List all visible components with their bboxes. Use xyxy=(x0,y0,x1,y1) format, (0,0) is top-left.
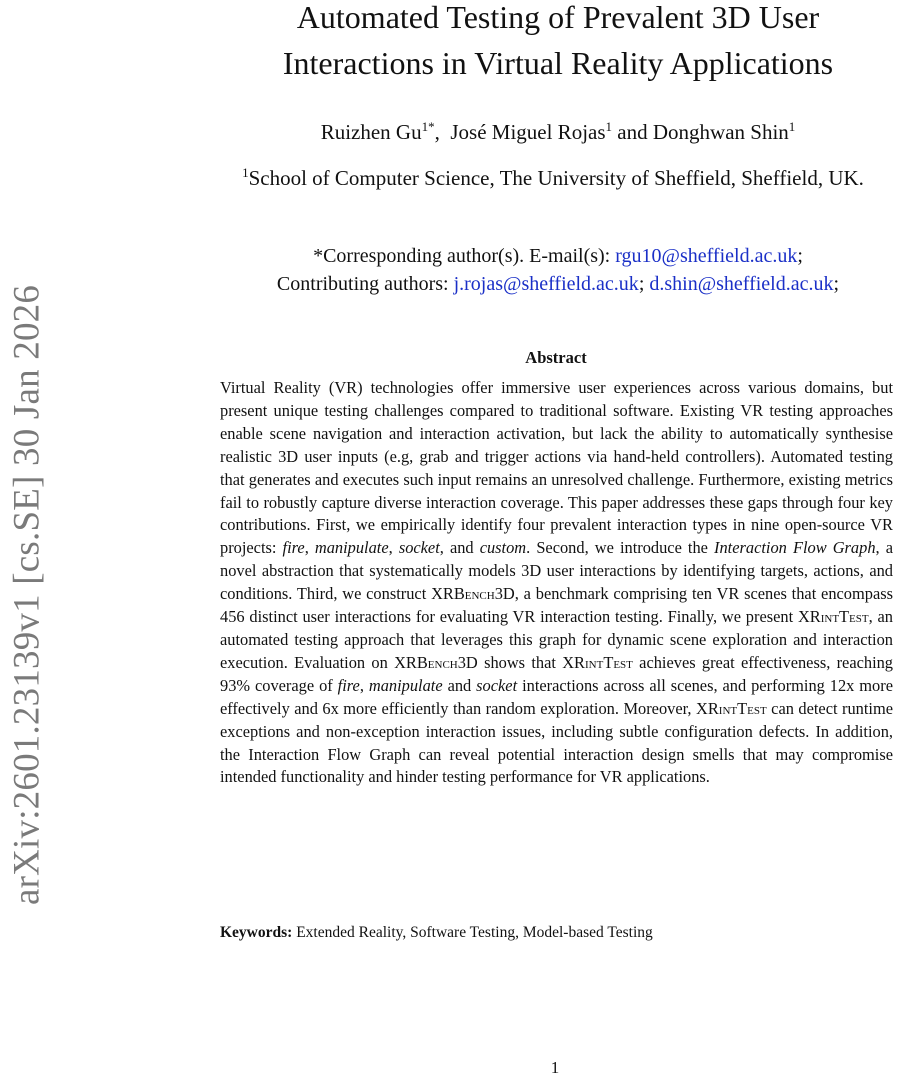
author-superscript: 1* xyxy=(421,119,435,134)
author-name: Ruizhen Gu xyxy=(320,120,422,144)
corresponding-prefix: *Corresponding author(s). E-mail(s): xyxy=(313,245,616,267)
abstract-text: can detect runtime exceptions and non-exception interaction issues, including subtle configuration defects. In addition, the Interaction Flow Graph can reveal potential interaction design smells that may compromise intended functionality and hinder testing performance for VR applications. xyxy=(220,698,893,787)
author-name: Donghwan Shin xyxy=(652,120,789,144)
emphasis-term: fire xyxy=(282,538,305,558)
emphasis-term: socket xyxy=(398,538,440,558)
author-superscript: 1 xyxy=(605,119,613,134)
abstract-text: . Second, we introduce the xyxy=(526,538,715,558)
author-name: José Miguel Rojas xyxy=(450,120,606,144)
corresponding-suffix: ; xyxy=(797,245,803,267)
author-list xyxy=(200,119,916,145)
abstract-text: interactions across all scenes, and performing 12x more effectively and 6x more efficiently than random exploration. Moreover, xyxy=(220,675,893,718)
abstract-text: , a novel abstraction that systematically models 3D user interactions by identifying targets, actions, and conditions. Third, we construct xyxy=(220,538,893,604)
abstract-text: , and xyxy=(439,538,480,558)
keywords-text: Extended Reality, Software Testing, Model-based Testing xyxy=(292,924,653,941)
arxiv-identifier-text: arXiv:2601.23139v1 [cs.SE] 30 Jan 2026 xyxy=(6,284,48,906)
corresponding-line xyxy=(200,242,916,270)
tool-name: XRintTest xyxy=(696,698,767,718)
emphasis-term: custom xyxy=(479,538,527,558)
abstract-body xyxy=(220,377,893,789)
emphasis-term: fire xyxy=(337,675,360,695)
contributing-line xyxy=(200,270,916,298)
corresponding-email-link[interactable]: rgu10@sheffield.ac.uk xyxy=(615,245,798,267)
affiliation xyxy=(190,165,916,191)
affiliation-text: School of Computer Science, The University of Sheffield, Sheffield, UK. xyxy=(248,166,864,190)
abstract-text: , a benchmark comprising ten VR scenes that encompass 456 distinct user interactions for evaluating VR interaction testing. Finally, we present xyxy=(220,584,893,627)
tool-name: XRintTest xyxy=(562,652,633,672)
emphasis-term: manipulate xyxy=(368,675,443,695)
abstract-text: and xyxy=(442,675,477,695)
page-number: 1 xyxy=(550,1058,560,1077)
contributing-prefix: Contributing authors: xyxy=(276,273,454,295)
contributing-email-link[interactable]: j.rojas@sheffield.ac.uk xyxy=(453,273,639,295)
abstract-text: , xyxy=(359,675,369,695)
paper-title xyxy=(200,0,916,86)
abstract-text: , an automated testing approach that leverages this graph for dynamic scene exploration and interaction execution. Evaluation on xyxy=(220,607,893,672)
abstract-text: , xyxy=(304,538,315,558)
abstract-text: Virtual Reality (VR) technologies offer immersive user experiences across various domains, but present unique testing challenges compared to traditional software. Existing VR testing approaches enable scene navigation and interaction activation, but lack the ability to automatically synthesise realistic 3D user inputs (e.g, grab and trigger actions via hand-held controllers). Automated testing that generates and executes such input remains an unresolved challenge. Furthermore, existing metrics fail to robustly capture diverse interaction coverage. This paper addresses these gaps through four key contributions. First, we empirically identify four prevalent interaction types in nine open-source VR projects: xyxy=(220,378,893,558)
title-line-2: Interactions in Virtual Reality Applications xyxy=(282,45,834,81)
tool-name: XRintTest xyxy=(797,607,869,627)
title-line-1: Automated Testing of Prevalent 3D User xyxy=(296,0,820,35)
keywords-label: Keywords: xyxy=(220,924,293,941)
abstract-text: , xyxy=(388,538,399,558)
tool-name: XRBench3D xyxy=(394,652,478,672)
author-separator: , xyxy=(434,120,451,144)
keywords xyxy=(220,924,893,942)
contributing-email-link[interactable]: d.shin@sheffield.ac.uk xyxy=(649,273,834,295)
contact-info xyxy=(200,242,916,298)
affiliation-superscript: 1 xyxy=(242,165,249,180)
emphasis-term: Interaction Flow Graph xyxy=(714,538,876,558)
author-superscript: 1 xyxy=(788,119,796,134)
contributing-suffix: ; xyxy=(833,273,840,295)
arxiv-identifier xyxy=(2,240,52,950)
emphasis-term: socket xyxy=(476,675,518,695)
abstract-text: shows that xyxy=(477,652,563,672)
abstract-heading: Abstract xyxy=(525,348,587,367)
emphasis-term: manipulate xyxy=(314,538,389,558)
tool-name: XRBench3D xyxy=(431,584,515,604)
contributing-separator: ; xyxy=(638,273,650,295)
abstract-text: achieves great effectiveness, reaching 93% coverage of xyxy=(220,652,894,695)
author-separator: and xyxy=(612,120,653,144)
